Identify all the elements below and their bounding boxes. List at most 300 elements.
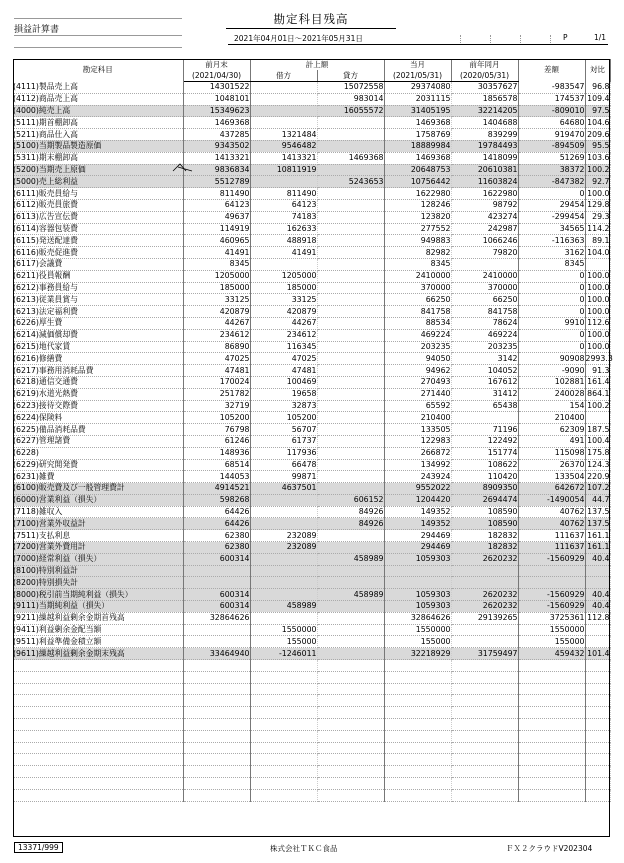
cell-ratio: 100.4 xyxy=(585,435,610,447)
account-name: (6211)役員報酬 xyxy=(13,270,183,282)
empty-cell xyxy=(317,719,384,731)
empty-row xyxy=(13,719,610,731)
cell-diff: 491 xyxy=(518,435,585,447)
cell-debit: 33125 xyxy=(250,294,317,306)
table-row xyxy=(13,601,610,613)
cell-prev: 64123 xyxy=(183,199,250,211)
empty-cell xyxy=(250,695,317,707)
empty-row xyxy=(13,766,610,778)
account-name: (9111)当期純利益（損失） xyxy=(13,601,183,613)
cell-debit: 19658 xyxy=(250,388,317,400)
cell-cur: 203235 xyxy=(384,341,451,353)
account-name: (5000)売上総利益 xyxy=(13,176,183,188)
account-name: (9611)繰越利益剰余金期末残高 xyxy=(13,648,183,660)
cell-credit xyxy=(317,400,384,412)
empty-cell xyxy=(250,730,317,742)
cell-prev: 251782 xyxy=(183,388,250,400)
cell-cur: 1204420 xyxy=(384,494,451,506)
cell-diff: -299454 xyxy=(518,211,585,223)
cell-ly: 8909350 xyxy=(451,483,518,495)
empty-cell xyxy=(183,707,250,719)
cell-ly: 11603824 xyxy=(451,176,518,188)
empty-cell xyxy=(585,789,610,801)
cell-ratio xyxy=(585,565,610,577)
cell-ly: 1404688 xyxy=(451,117,518,129)
cell-credit xyxy=(317,530,384,542)
cell-debit: 811490 xyxy=(250,188,317,200)
cell-ly: 122492 xyxy=(451,435,518,447)
empty-cell xyxy=(451,660,518,672)
account-name: (4112)商品売上高 xyxy=(13,93,183,105)
table-row xyxy=(13,211,610,223)
cell-prev: 185000 xyxy=(183,282,250,294)
cell-cur: 94050 xyxy=(384,353,451,365)
cell-debit: 4637501 xyxy=(250,483,317,495)
handwritten-mark-icon xyxy=(172,162,194,172)
cell-cur xyxy=(384,577,451,589)
cell-prev: 62380 xyxy=(183,542,250,554)
cell-ratio: 129.8 xyxy=(585,199,610,211)
empty-cell xyxy=(317,695,384,707)
table-row xyxy=(13,82,610,94)
cell-credit xyxy=(317,412,384,424)
table-row xyxy=(13,199,610,211)
cell-diff xyxy=(518,565,585,577)
account-name: (6114)容器包装費 xyxy=(13,223,183,235)
cell-ratio: 100.0 xyxy=(585,341,610,353)
cell-debit: 117936 xyxy=(250,447,317,459)
account-name: (5111)期首棚卸高 xyxy=(13,117,183,129)
cell-ratio: 101.4 xyxy=(585,648,610,660)
empty-cell xyxy=(317,789,384,801)
cell-ratio: 107.2 xyxy=(585,483,610,495)
account-name: (6219)水道光熱費 xyxy=(13,388,183,400)
footer-system: ＦＸ２クラウドV202304 xyxy=(506,844,593,853)
empty-cell xyxy=(13,671,183,683)
table-row xyxy=(13,294,610,306)
account-name: (6116)販売促進費 xyxy=(13,247,183,259)
account-name: (6112)販売員旅費 xyxy=(13,199,183,211)
table-row xyxy=(13,329,610,341)
cell-debit xyxy=(250,117,317,129)
cell-prev: 1469368 xyxy=(183,117,250,129)
empty-cell xyxy=(250,766,317,778)
cell-diff: 642672 xyxy=(518,483,585,495)
cell-cur: 123820 xyxy=(384,211,451,223)
cell-prev: 44267 xyxy=(183,317,250,329)
account-name: (6229)研究開発費 xyxy=(13,459,183,471)
cell-prev: 32719 xyxy=(183,400,250,412)
cell-debit: 105200 xyxy=(250,412,317,424)
account-name: (5311)期末棚卸高 xyxy=(13,152,183,164)
cell-ly: 71196 xyxy=(451,424,518,436)
empty-cell xyxy=(13,754,183,766)
cell-ratio xyxy=(585,577,610,589)
cell-ratio: 103.6 xyxy=(585,152,610,164)
account-name: (6117)会議費 xyxy=(13,258,183,270)
account-name: (6000)営業利益（損失） xyxy=(13,494,183,506)
cell-prev: 170024 xyxy=(183,376,250,388)
cell-diff: 9910 xyxy=(518,317,585,329)
cell-ly: 2620232 xyxy=(451,601,518,613)
empty-cell xyxy=(384,695,451,707)
account-name: (7100)営業外収益計 xyxy=(13,518,183,530)
empty-cell xyxy=(585,766,610,778)
table-row xyxy=(13,589,610,601)
cell-diff: -1490054 xyxy=(518,494,585,506)
cell-cur: 271440 xyxy=(384,388,451,400)
header-account: 勘定科目 xyxy=(13,59,183,82)
cell-credit xyxy=(317,577,384,589)
cell-cur: 1469368 xyxy=(384,152,451,164)
cell-ly: 20610381 xyxy=(451,164,518,176)
cell-diff: 38372 xyxy=(518,164,585,176)
empty-cell xyxy=(317,754,384,766)
cell-prev: 33125 xyxy=(183,294,250,306)
table-row xyxy=(13,105,610,117)
cell-cur: 243924 xyxy=(384,471,451,483)
cell-cur: 294469 xyxy=(384,530,451,542)
header-last-year-date: (2020/05/31) xyxy=(451,70,518,82)
cell-ratio: 137.5 xyxy=(585,518,610,530)
cell-credit xyxy=(317,129,384,141)
account-name: (5200)当期売上原価 xyxy=(13,164,183,176)
empty-cell xyxy=(585,730,610,742)
cell-diff: -9090 xyxy=(518,365,585,377)
cell-diff: -1560929 xyxy=(518,601,585,613)
cell-cur: 133505 xyxy=(384,424,451,436)
cell-diff: 8345 xyxy=(518,258,585,270)
cell-cur: 66250 xyxy=(384,294,451,306)
account-name: (7200)営業外費用計 xyxy=(13,542,183,554)
table-row xyxy=(13,612,610,624)
empty-cell xyxy=(585,671,610,683)
cell-credit: 84926 xyxy=(317,518,384,530)
cell-credit xyxy=(317,258,384,270)
cell-ly: 32214205 xyxy=(451,105,518,117)
cell-diff: 111637 xyxy=(518,530,585,542)
cell-diff: 133504 xyxy=(518,471,585,483)
cell-cur: 841758 xyxy=(384,306,451,318)
empty-cell xyxy=(518,660,585,672)
cell-ratio: 44.7 xyxy=(585,494,610,506)
header-last-year: 前年同月 xyxy=(451,59,518,70)
empty-cell xyxy=(250,754,317,766)
cell-debit xyxy=(250,589,317,601)
empty-cell xyxy=(518,695,585,707)
cell-credit xyxy=(317,542,384,554)
cell-ly: 2410000 xyxy=(451,270,518,282)
cell-ratio: 100.0 xyxy=(585,306,610,318)
account-name: (8200)特別損失計 xyxy=(13,577,183,589)
cell-ly: 839299 xyxy=(451,129,518,141)
cell-prev: 460965 xyxy=(183,235,250,247)
empty-cell xyxy=(317,707,384,719)
cell-ratio: 112.8 xyxy=(585,612,610,624)
empty-cell xyxy=(384,660,451,672)
cell-prev: 64426 xyxy=(183,506,250,518)
table-row xyxy=(13,435,610,447)
balance-table xyxy=(13,59,611,802)
account-name: (4000)純売上高 xyxy=(13,105,183,117)
cell-ratio: 91.3 xyxy=(585,365,610,377)
cell-prev: 14301522 xyxy=(183,82,250,94)
account-name: (6115)発送配達費 xyxy=(13,235,183,247)
empty-cell xyxy=(585,754,610,766)
page-number: 1/1 xyxy=(594,33,607,42)
cell-prev: 9836834 xyxy=(183,164,250,176)
empty-cell xyxy=(183,730,250,742)
empty-cell xyxy=(451,789,518,801)
cell-ly: 19784493 xyxy=(451,140,518,152)
cell-prev: 4914521 xyxy=(183,483,250,495)
cell-diff: 0 xyxy=(518,306,585,318)
empty-cell xyxy=(384,683,451,695)
cell-ly xyxy=(451,577,518,589)
cell-ly: 30357627 xyxy=(451,82,518,94)
cell-credit xyxy=(317,636,384,648)
empty-row xyxy=(13,730,610,742)
cell-debit: 1321484 xyxy=(250,129,317,141)
empty-cell xyxy=(451,754,518,766)
cell-credit xyxy=(317,294,384,306)
cell-credit: 84926 xyxy=(317,506,384,518)
table-row xyxy=(13,494,610,506)
empty-cell xyxy=(250,683,317,695)
table-row xyxy=(13,553,610,565)
empty-cell xyxy=(13,742,183,754)
cell-cur: 1469368 xyxy=(384,117,451,129)
account-name: (6227)管理諸費 xyxy=(13,435,183,447)
cell-ly: 29139265 xyxy=(451,612,518,624)
cell-credit xyxy=(317,459,384,471)
cell-debit: 9546482 xyxy=(250,140,317,152)
cell-ly: 31412 xyxy=(451,388,518,400)
table-row xyxy=(13,235,610,247)
cell-ly: 108590 xyxy=(451,518,518,530)
cell-cur: 1059303 xyxy=(384,601,451,613)
cell-ly: 242987 xyxy=(451,223,518,235)
page-fields xyxy=(440,35,606,44)
cell-ly: 3142 xyxy=(451,353,518,365)
cell-cur: 88534 xyxy=(384,317,451,329)
table-row xyxy=(13,412,610,424)
cell-ratio: 109.4 xyxy=(585,93,610,105)
cell-debit: 10811919 xyxy=(250,164,317,176)
cell-prev xyxy=(183,565,250,577)
cell-ratio: 100.0 xyxy=(585,282,610,294)
cell-cur: 1758769 xyxy=(384,129,451,141)
cell-credit xyxy=(317,353,384,365)
cell-credit xyxy=(317,424,384,436)
cell-ratio: 2993.3 xyxy=(585,353,613,363)
empty-cell xyxy=(585,778,610,790)
empty-cell xyxy=(451,683,518,695)
empty-cell xyxy=(384,789,451,801)
cell-prev: 1205000 xyxy=(183,270,250,282)
cell-diff: 1550000 xyxy=(518,624,585,636)
cell-diff xyxy=(518,577,585,589)
empty-cell xyxy=(317,660,384,672)
empty-cell xyxy=(250,719,317,731)
header-ratio: 対比 xyxy=(585,59,610,82)
cell-ly: 2620232 xyxy=(451,589,518,601)
cell-cur: 9552022 xyxy=(384,483,451,495)
empty-cell xyxy=(518,742,585,754)
cell-prev: 8345 xyxy=(183,258,250,270)
empty-cell xyxy=(13,683,183,695)
empty-cell xyxy=(384,754,451,766)
empty-row xyxy=(13,695,610,707)
cell-ratio: 124.3 xyxy=(585,459,610,471)
cell-ly: 2620232 xyxy=(451,553,518,565)
empty-cell xyxy=(384,778,451,790)
cell-ratio: 112.6 xyxy=(585,317,610,329)
cell-debit: 99871 xyxy=(250,471,317,483)
empty-cell xyxy=(317,730,384,742)
cell-ratio: 100.2 xyxy=(585,164,610,176)
cell-prev: 76798 xyxy=(183,424,250,436)
empty-cell xyxy=(183,695,250,707)
cell-ratio: 161.4 xyxy=(585,376,610,388)
cell-diff: 64680 xyxy=(518,117,585,129)
empty-cell xyxy=(317,671,384,683)
account-name: (5211)商品仕入高 xyxy=(13,129,183,141)
cell-ly: 66250 xyxy=(451,294,518,306)
cell-credit: 5243653 xyxy=(317,176,384,188)
empty-cell xyxy=(451,707,518,719)
empty-row xyxy=(13,683,610,695)
empty-cell xyxy=(183,660,250,672)
cell-diff: 90908 xyxy=(518,353,585,365)
cell-diff: -894509 xyxy=(518,140,585,152)
empty-cell xyxy=(518,778,585,790)
page-label: P xyxy=(563,33,568,42)
cell-ratio: 175.8 xyxy=(585,447,610,459)
table-row xyxy=(13,518,610,530)
cell-prev: 144053 xyxy=(183,471,250,483)
report-period: 2021年04月01日～2021年05月31日 xyxy=(234,34,363,43)
cell-ly: 469224 xyxy=(451,329,518,341)
cell-debit: 232089 xyxy=(250,542,317,554)
cell-ly: 2694474 xyxy=(451,494,518,506)
empty-cell xyxy=(250,660,317,672)
cell-prev: 62380 xyxy=(183,530,250,542)
empty-cell xyxy=(384,719,451,731)
cell-diff: 3162 xyxy=(518,247,585,259)
cell-debit: 100469 xyxy=(250,376,317,388)
cell-credit: 606152 xyxy=(317,494,384,506)
cell-prev: 234612 xyxy=(183,329,250,341)
cell-debit xyxy=(250,612,317,624)
cell-prev: 420879 xyxy=(183,306,250,318)
cell-ratio: 104.6 xyxy=(585,117,610,129)
cell-ly xyxy=(451,412,518,424)
table-row xyxy=(13,223,610,235)
cell-credit xyxy=(317,648,384,660)
title-underline xyxy=(226,28,396,29)
cell-credit: 15072558 xyxy=(317,82,384,94)
cell-credit xyxy=(317,601,384,613)
cell-ratio: 40.4 xyxy=(585,589,610,601)
table-row xyxy=(13,530,610,542)
cell-credit xyxy=(317,624,384,636)
cell-debit xyxy=(250,105,317,117)
empty-row xyxy=(13,671,610,683)
header-credit: 貸方 xyxy=(317,70,384,82)
header-this-month-date: (2021/05/31) xyxy=(384,70,451,82)
cell-debit xyxy=(250,506,317,518)
cell-debit: 155000 xyxy=(250,636,317,648)
header-rule-top xyxy=(14,18,182,19)
header-diff: 差額 xyxy=(518,59,585,82)
cell-ly: 370000 xyxy=(451,282,518,294)
cell-credit xyxy=(317,223,384,235)
cell-credit xyxy=(317,235,384,247)
cell-diff: 62309 xyxy=(518,424,585,436)
empty-cell xyxy=(183,778,250,790)
cell-debit: 64123 xyxy=(250,199,317,211)
cell-debit: 420879 xyxy=(250,306,317,318)
empty-cell xyxy=(13,730,183,742)
cell-prev: 1048101 xyxy=(183,93,250,105)
cell-ly: 108622 xyxy=(451,459,518,471)
cell-ratio xyxy=(585,412,610,424)
cell-debit xyxy=(250,176,317,188)
table-row xyxy=(13,164,610,176)
table-row xyxy=(13,317,610,329)
cell-credit xyxy=(317,117,384,129)
cell-ratio: 114.2 xyxy=(585,223,610,235)
empty-cell xyxy=(13,707,183,719)
cell-credit xyxy=(317,471,384,483)
empty-cell xyxy=(183,719,250,731)
cell-ly: 78624 xyxy=(451,317,518,329)
cell-prev: 600314 xyxy=(183,589,250,601)
account-name: (6111)販売員給与 xyxy=(13,188,183,200)
account-name: (6225)備品消耗品費 xyxy=(13,424,183,436)
account-name: (6217)事務用消耗品費 xyxy=(13,365,183,377)
cell-prev: 47481 xyxy=(183,365,250,377)
account-name: (6215)地代家賃 xyxy=(13,341,183,353)
cell-ratio: 100.2 xyxy=(585,400,610,412)
table-row xyxy=(13,483,610,495)
empty-row xyxy=(13,754,610,766)
cell-debit: 44267 xyxy=(250,317,317,329)
cell-prev: 114919 xyxy=(183,223,250,235)
cell-ly: 1856578 xyxy=(451,93,518,105)
empty-cell xyxy=(250,671,317,683)
table-row xyxy=(13,624,610,636)
cell-ratio: 104.0 xyxy=(585,247,610,259)
cell-ratio: 100.0 xyxy=(585,188,610,200)
cell-cur: 128246 xyxy=(384,199,451,211)
empty-cell xyxy=(317,766,384,778)
cell-credit: 983014 xyxy=(317,93,384,105)
cell-ratio xyxy=(585,258,610,270)
header-recorded: 計上額 xyxy=(250,59,384,70)
empty-cell xyxy=(585,683,610,695)
table-row xyxy=(13,648,610,660)
cell-diff: 34565 xyxy=(518,223,585,235)
cell-prev: 61246 xyxy=(183,435,250,447)
cell-diff: -116363 xyxy=(518,235,585,247)
cell-ratio: 187.5 xyxy=(585,424,610,436)
cell-debit: 1205000 xyxy=(250,270,317,282)
cell-debit xyxy=(250,518,317,530)
cell-diff: 0 xyxy=(518,341,585,353)
cell-debit: 47481 xyxy=(250,365,317,377)
